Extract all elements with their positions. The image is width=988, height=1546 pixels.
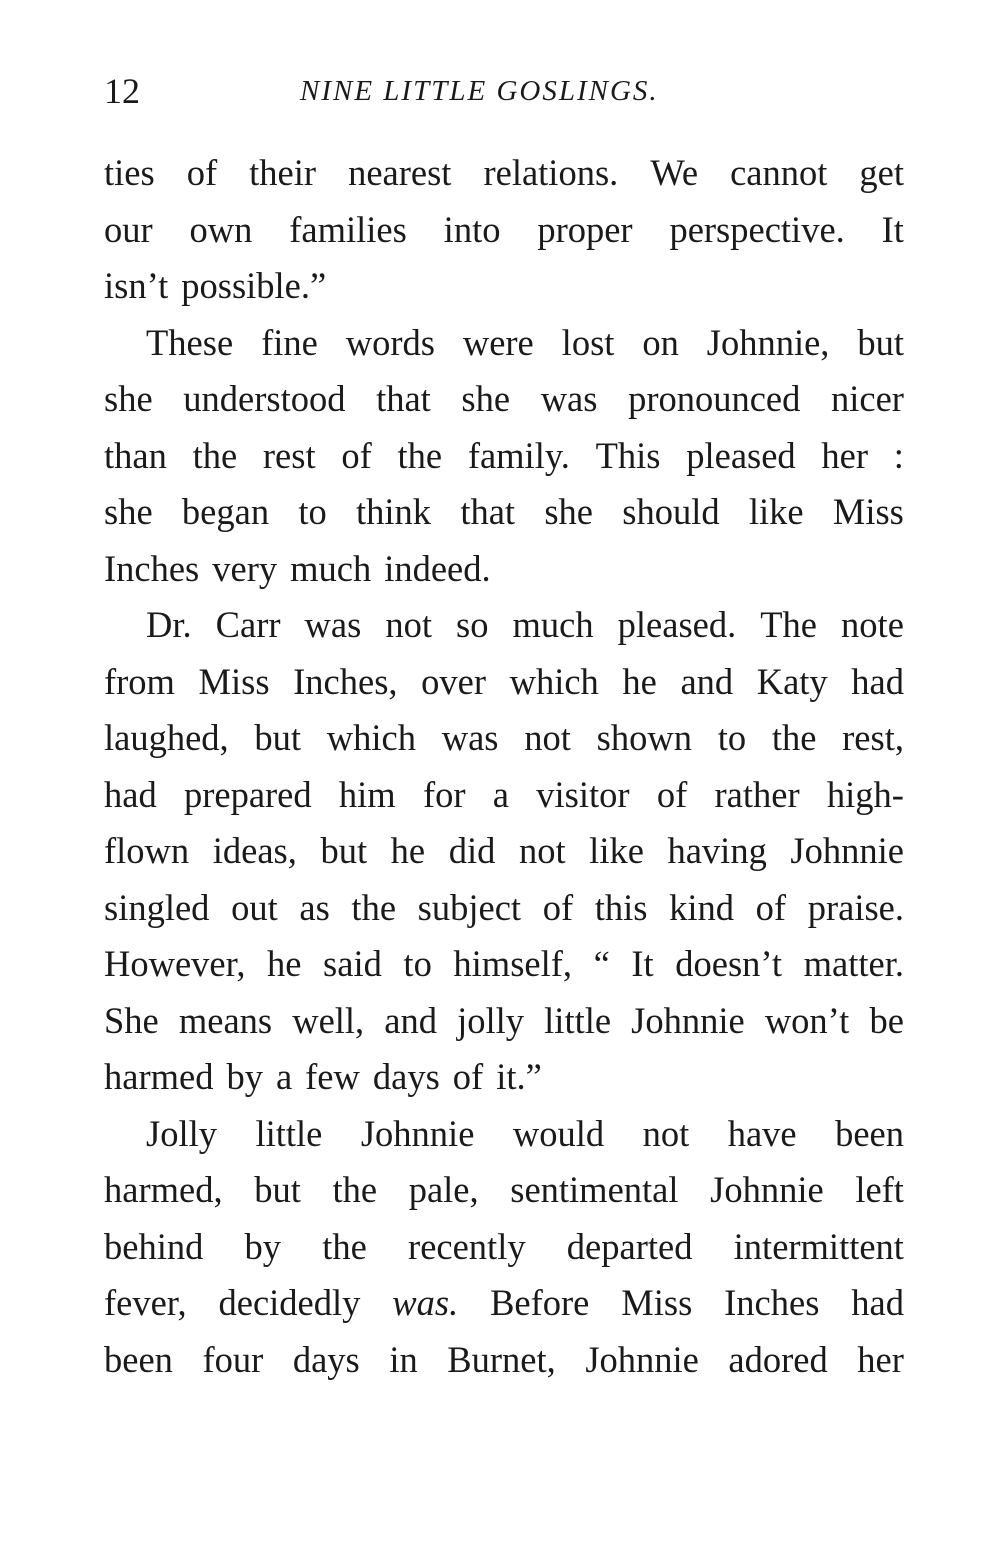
- word: families: [289, 208, 407, 250]
- word: that: [460, 491, 516, 532]
- word: :: [893, 434, 904, 476]
- word: Johnnie,: [706, 321, 830, 363]
- word: our: [104, 208, 153, 250]
- word: did: [448, 830, 496, 871]
- word: It: [631, 943, 654, 984]
- text-line: [104, 145, 904, 202]
- word: the: [771, 717, 817, 758]
- word: recently: [408, 1225, 526, 1267]
- word: think: [356, 491, 432, 532]
- word: she: [544, 491, 593, 532]
- word: Miss: [198, 660, 270, 702]
- word: Inches,: [293, 660, 398, 702]
- word: intermittent: [733, 1225, 904, 1267]
- word: by: [244, 1225, 282, 1267]
- word: much: [512, 604, 594, 645]
- word: in: [389, 1338, 418, 1380]
- word: of: [542, 886, 574, 928]
- word: flown: [104, 830, 190, 871]
- word: ideas,: [212, 830, 297, 871]
- word: and: [680, 660, 734, 702]
- text-line: [104, 1106, 904, 1163]
- text-line: [104, 710, 904, 767]
- word: Johnnie: [790, 830, 904, 871]
- text-line: [104, 202, 904, 259]
- word: indeed.: [384, 547, 491, 589]
- word: four: [202, 1338, 264, 1380]
- word: of: [656, 773, 688, 815]
- word: she: [461, 378, 511, 419]
- word: having: [667, 830, 767, 871]
- text-line: [104, 654, 904, 711]
- word: but: [320, 830, 368, 871]
- word: been: [835, 1112, 904, 1154]
- word: little: [544, 999, 612, 1041]
- word: not: [642, 1112, 690, 1154]
- text-line: [104, 880, 904, 937]
- word: proper: [537, 208, 633, 250]
- word: pronounced: [628, 378, 801, 419]
- word: began: [181, 491, 270, 532]
- word: These: [146, 321, 234, 363]
- running-title: NINE LITTLE GOSLINGS.: [300, 75, 659, 107]
- word: her: [857, 1338, 904, 1380]
- word: harmed: [104, 1056, 214, 1097]
- word: but: [254, 717, 302, 758]
- word: jolly: [457, 999, 525, 1041]
- word: to: [717, 717, 747, 758]
- word: she: [104, 491, 153, 532]
- word: been: [104, 1338, 173, 1380]
- word: the: [322, 1225, 367, 1267]
- word: nicer: [830, 378, 904, 419]
- word: visitor: [536, 773, 630, 815]
- word: said: [323, 943, 382, 984]
- word: her: [821, 434, 869, 476]
- word: was.: [392, 1282, 459, 1323]
- page-header: [104, 66, 904, 116]
- word: she: [104, 378, 153, 419]
- word: matter.: [803, 943, 904, 984]
- text-line: [104, 936, 904, 993]
- word: doesn’t: [675, 943, 783, 984]
- word: rather: [714, 773, 800, 815]
- word: had: [851, 660, 904, 702]
- text-line: [104, 428, 904, 485]
- word: over: [421, 660, 486, 702]
- word: Johnnie: [585, 1338, 699, 1380]
- word: were: [462, 321, 534, 363]
- body-text: [104, 145, 904, 1388]
- word: won’t: [764, 999, 850, 1041]
- word: into: [443, 208, 501, 250]
- word: very: [212, 547, 278, 589]
- text-line: [104, 1049, 904, 1106]
- word: the: [351, 886, 397, 928]
- word: singled: [104, 886, 210, 928]
- word: Miss: [832, 491, 904, 532]
- word: pleased.: [617, 604, 737, 645]
- word: words: [345, 321, 435, 363]
- word: of: [452, 1056, 484, 1097]
- word: Katy: [756, 660, 828, 702]
- word: a: [492, 773, 509, 815]
- word: not: [385, 604, 432, 645]
- word: the: [397, 434, 443, 476]
- word: cannot: [730, 152, 828, 193]
- text-line: [104, 1332, 904, 1389]
- word: was: [304, 604, 362, 645]
- word: Jolly: [146, 1112, 217, 1154]
- text-line: [104, 371, 904, 428]
- word: note: [841, 604, 904, 645]
- word: few: [305, 1056, 360, 1097]
- text-line: [104, 1219, 904, 1276]
- word: praise.: [807, 886, 904, 928]
- word: this: [594, 886, 648, 928]
- word: the: [192, 434, 238, 476]
- word: Johnnie: [360, 1112, 475, 1154]
- word: It: [881, 208, 904, 250]
- word: behind: [104, 1225, 204, 1267]
- word: lost: [561, 321, 615, 363]
- word: than: [104, 434, 167, 476]
- word: possible.”: [181, 265, 327, 306]
- word: not: [518, 830, 566, 871]
- word: get: [859, 152, 904, 193]
- word: “: [593, 943, 610, 984]
- word: he: [267, 943, 302, 984]
- word: prepared: [183, 773, 312, 815]
- word: subject: [417, 886, 522, 928]
- word: high-: [826, 773, 904, 815]
- word: but: [857, 321, 904, 363]
- word: for: [422, 773, 466, 815]
- word: well,: [292, 999, 365, 1041]
- word: have: [727, 1112, 797, 1154]
- word: harmed,: [104, 1169, 223, 1210]
- word: Johnnie: [710, 1169, 824, 1210]
- word: Miss: [621, 1282, 693, 1323]
- word: by: [226, 1056, 263, 1097]
- word: Johnnie: [631, 999, 745, 1041]
- word: on: [642, 321, 679, 363]
- text-line: [104, 541, 904, 598]
- word: from: [104, 660, 175, 702]
- word: fever,: [104, 1282, 187, 1323]
- word: Inches: [104, 547, 200, 589]
- word: to: [403, 943, 432, 984]
- word: so: [456, 604, 489, 645]
- page-number: 12: [104, 71, 140, 111]
- word: like: [589, 830, 644, 871]
- word: own: [189, 208, 253, 250]
- word: departed: [566, 1225, 693, 1267]
- text-line: [104, 823, 904, 880]
- text-line: [104, 993, 904, 1050]
- word: be: [869, 999, 904, 1041]
- word: family.: [467, 434, 570, 476]
- word: shown: [596, 717, 692, 758]
- text-line: [104, 767, 904, 824]
- word: Dr.: [146, 604, 192, 645]
- word: had: [851, 1282, 904, 1323]
- word: pale,: [408, 1169, 479, 1210]
- word: This: [595, 434, 661, 476]
- word: that: [376, 378, 431, 419]
- word: rest,: [842, 717, 904, 758]
- word: days: [372, 1056, 440, 1097]
- word: to: [298, 491, 327, 532]
- word: We: [650, 152, 699, 193]
- word: nearest: [348, 152, 452, 193]
- word: he: [622, 660, 657, 702]
- word: ties: [104, 152, 155, 193]
- text-line: [104, 1162, 904, 1219]
- text-line: [104, 484, 904, 541]
- word: days: [292, 1338, 360, 1380]
- word: fine: [261, 321, 318, 363]
- word: himself,: [453, 943, 573, 984]
- word: little: [255, 1112, 323, 1154]
- word: which: [509, 660, 599, 702]
- word: their: [249, 152, 317, 193]
- word: the: [332, 1169, 378, 1210]
- word: rest: [262, 434, 316, 476]
- word: However,: [104, 943, 246, 984]
- word: was: [441, 717, 499, 758]
- word: would: [512, 1112, 605, 1154]
- word: a: [275, 1056, 293, 1097]
- word: of: [186, 152, 218, 193]
- word: relations.: [483, 152, 619, 193]
- word: isn’t: [104, 265, 169, 306]
- word: much: [290, 547, 372, 589]
- word: of: [755, 886, 787, 928]
- word: sentimental: [510, 1169, 679, 1210]
- word: decidedly: [218, 1282, 361, 1323]
- word: laughed,: [104, 717, 229, 758]
- word: but: [254, 1169, 301, 1210]
- word: Inches: [724, 1282, 820, 1323]
- word: like: [748, 491, 804, 532]
- word: understood: [183, 378, 346, 419]
- word: of: [341, 434, 372, 476]
- word: kind: [669, 886, 735, 928]
- text-line: [104, 315, 904, 372]
- text-line: [104, 597, 904, 654]
- word: had: [104, 773, 157, 815]
- word: She: [104, 999, 159, 1041]
- text-line: [104, 258, 904, 315]
- word: Carr: [215, 604, 281, 645]
- word: was: [540, 378, 598, 419]
- text-line: [104, 1275, 904, 1332]
- word: pleased: [686, 434, 796, 476]
- word: should: [622, 491, 720, 532]
- word: perspective.: [669, 208, 845, 250]
- word: which: [326, 717, 416, 758]
- word: The: [760, 604, 818, 645]
- word: it.”: [496, 1056, 542, 1097]
- word: Before: [490, 1282, 590, 1323]
- word: him: [338, 773, 396, 815]
- word: he: [390, 830, 426, 871]
- word: out: [231, 886, 278, 928]
- word: Burnet,: [447, 1338, 556, 1380]
- word: as: [299, 886, 330, 928]
- word: means: [178, 999, 273, 1041]
- word: adored: [728, 1338, 828, 1380]
- word: not: [524, 717, 571, 758]
- word: left: [855, 1169, 904, 1210]
- word: and: [384, 999, 437, 1041]
